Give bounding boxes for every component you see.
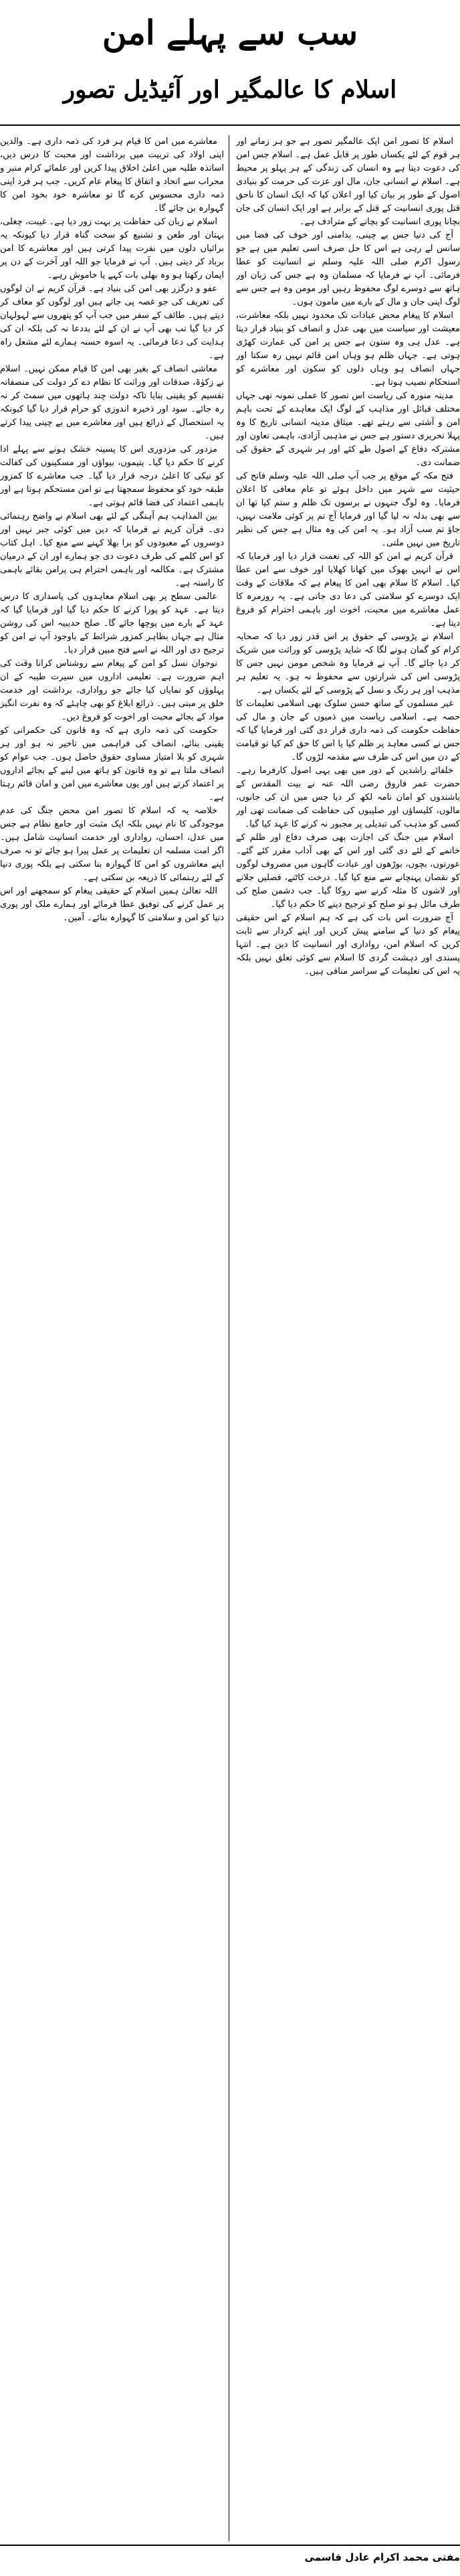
author-byline: مفتی محمد اکرام عادل قاسمی: [304, 2551, 460, 2563]
paragraph: اسلام میں جنگ کی اجازت بھی صرف دفاع اور ظلم کے خاتمے کے لئے دی گئی اور اس کے بھی آداب مقرر کئے گئے۔ عورتوں، بچوں، بوڑھوں اور عبادت گاہوں میں مصروف لوگوں کو نقصان پہنچانے سے منع کیا گیا۔ درخت کاٹنے، فصلیں جلانے اور لاشوں کا مثلہ کرنے سے روکا گیا۔ جب دشمن صلح کی طرف مائل ہو تو صلح کو ترجیح دینے کا حکم دیا گیا۔: [236, 833, 460, 910]
article-title: سب سے پہلے امن: [102, 13, 358, 52]
paragraph: اسلام نے پڑوسی کے حقوق پر اس قدر زور دیا کہ صحابہ کرام کو گمان ہونے لگا کہ شاید پڑوسی کو وراثت میں شریک کر دیا جائے گا۔ آپ نے فرمایا وہ شخص مومن نہیں جس کا پڑوسی اس کی شرارتوں سے محفوظ نہ ہو۔ یہ تعلیم ہر مذہب اور ہر رنگ و نسل کے پڑوسی کے لئے یکساں ہے۔: [236, 632, 460, 695]
paragraph: اسلام نے زبان کی حفاظت پر بہت زور دیا ہے۔ غیبت، چغلی، بہتان اور طعن و تشنیع کو سخت گناہ قرار دیا کیونکہ یہ برائیاں دلوں میں نفرت پیدا کرتی ہیں اور معاشرے کا امن برباد کر دیتی ہیں۔ آپ نے فرمایا جو اللہ اور آخرت کے دن پر ایمان رکھتا ہو وہ بھلی بات کہے یا خاموش رہے۔: [0, 217, 224, 280]
header-rule: [0, 124, 460, 126]
paragraph: معاشرے میں امن کا قیام ہر فرد کی ذمہ داری ہے۔ والدین اپنی اولاد کی تربیت میں برداشت اور محبت کا درس دیں، اساتذہ طلبہ میں اعلیٰ اخلاق پیدا کریں اور علمائے کرام منبر و محراب سے اتحاد و اتفاق کا پیغام عام کریں۔ جب ہر فرد اپنی ذمہ داری محسوس کرے گا تو معاشرہ خود بخود امن کا گہوارہ بن جائے گا۔: [0, 137, 224, 213]
paragraph: اسلام کا پیغام محض عبادات تک محدود نہیں بلکہ معاشرت، معیشت اور سیاست میں بھی عدل و انصاف کو بنیاد قرار دیتا ہے۔ عدل ہی وہ ستون ہے جس پر امن کی عمارت کھڑی ہوتی ہے۔ جہاں ظلم ہو وہاں امن قائم نہیں رہ سکتا اور جہاں انصاف ہو وہاں دلوں کو سکون اور معاشرے کو استحکام نصیب ہوتا ہے۔: [236, 311, 460, 388]
paragraph: قرآن کریم نے امن کو اللہ کی نعمت قرار دیا اور فرمایا کہ اس نے انہیں بھوک میں کھانا کھلایا اور خوف سے امن عطا کیا۔ اسلام کا سلام بھی امن کا پیغام ہے کہ ملاقات کے وقت ایک دوسرے کو سلامتی کی دعا دی جاتی ہے۔ یہ روزمرہ کا عمل معاشرے میں محبت، اخوت اور باہمی احترام کو فروغ دیتا ہے۔: [236, 551, 460, 628]
paragraph: خلاصہ یہ کہ اسلام کا تصور امن محض جنگ کی عدم موجودگی کا نام نہیں بلکہ ایک مثبت اور جامع نظام ہے جس میں عدل، احسان، رواداری اور خدمت انسانیت شامل ہیں۔ اگر امت مسلمہ ان تعلیمات پر عمل پیرا ہو جائے تو نہ صرف اپنے معاشروں کو امن کا گہوارہ بنا سکتی ہے بلکہ پوری دنیا کے لئے رہنمائی کا ذریعہ بن سکتی ہے۔: [0, 806, 224, 883]
footer-rule: [0, 2545, 460, 2546]
paragraph: حکومت کی ذمہ داری ہے کہ وہ قانون کی حکمرانی کو یقینی بنائے، انصاف کی فراہمی میں تاخیر نہ ہو اور ہر شہری کو بلا امتیاز مساوی حقوق حاصل ہوں۔ جب عوام کو انصاف ملتا ہے تو وہ قانون کو ہاتھ میں لینے کے بجائے اداروں پر اعتماد کرتے ہیں اور یوں معاشرے میں امن و امان قائم رہتا ہے۔: [0, 725, 224, 802]
paragraph: عفو و درگزر بھی امن کی بنیاد ہے۔ قرآن کریم نے ان لوگوں کی تعریف کی جو غصہ پی جاتے ہیں اور لوگوں کو معاف کر دیتے ہیں۔ طائف کے سفر میں جب آپ کو پتھروں سے لہولہان کر دیا گیا تب بھی آپ نے ان کے لئے بددعا نہ کی بلکہ ان کی ہدایت کی دعا فرمائی۔ یہ اسوہ حسنہ ہمارے لئے مشعل راہ ہے۔: [0, 284, 224, 361]
paragraph: بین المذاہب ہم آہنگی کے لئے بھی اسلام نے واضح رہنمائی دی۔ قرآن کریم نے فرمایا کہ دین میں کوئی جبر نہیں اور دوسروں کے معبودوں کو برا بھلا کہنے سے منع کیا۔ اہل کتاب کو اس کلمے کی طرف دعوت دی جو ہمارے اور ان کے درمیان مشترک ہے۔ مکالمہ اور باہمی احترام ہی پرامن بقائے باہمی کا راستہ ہے۔: [0, 511, 224, 588]
paragraph: غیر مسلموں کے ساتھ حسن سلوک بھی اسلامی تعلیمات کا حصہ ہے۔ اسلامی ریاست میں ذمیوں کے جان و مال کی حفاظت حکومت کی ذمہ داری قرار دی گئی اور فرمایا گیا کہ جس نے کسی معاہد پر ظلم کیا یا اس کا حق کم کیا تو قیامت کے دن میں اس کی طرف سے مقدمہ لڑوں گا۔: [236, 699, 460, 762]
article-column-right: [236, 135, 460, 2541]
paragraph: معاشی انصاف کے بغیر بھی امن کا قیام ممکن نہیں۔ اسلام نے زکوٰۃ، صدقات اور وراثت کا نظام دے کر دولت کی منصفانہ تقسیم کو یقینی بنایا تاکہ دولت چند ہاتھوں میں سمٹ کر نہ رہ جائے۔ سود اور ذخیرہ اندوزی کو حرام قرار دیا گیا کیونکہ یہ استحصال کے ذرائع ہیں اور معاشرے میں بے چینی پیدا کرتے ہیں۔: [0, 364, 224, 441]
paragraph: آج ضرورت اس بات کی ہے کہ ہم اسلام کے اس حقیقی پیغام کو دنیا کے سامنے پیش کریں اور اپنے کردار سے ثابت کریں کہ اسلام امن، رواداری اور انسانیت کا دین ہے۔ انتہا پسندی اور دہشت گردی کا اسلام سے کوئی تعلق نہیں بلکہ یہ اس کی تعلیمات کے سراسر منافی ہیں۔: [236, 913, 460, 976]
paragraph: اللہ تعالیٰ ہمیں اسلام کے حقیقی پیغام کو سمجھنے اور اس پر عمل کرنے کی توفیق عطا فرمائے اور ہمارے ملک اور پوری دنیا کو امن و سلامتی کا گہوارہ بنائے۔ آمین۔: [0, 886, 224, 923]
paragraph: خلفائے راشدین کے دور میں بھی یہی اصول کارفرما رہے۔ حضرت عمر فاروق رضی اللہ عنہ نے بیت المقدس کے باشندوں کو امان نامہ لکھ کر دیا جس میں ان کی جانوں، مالوں، کلیساؤں اور صلیبوں کی حفاظت کی ضمانت تھی اور کسی کو مذہب کی تبدیلی پر مجبور نہ کرنے کا عہد کیا گیا۔: [236, 766, 460, 829]
article-column-left: [0, 135, 224, 2541]
article-subtitle: اسلام کا عالمگیر اور آئیڈیل تصور: [63, 76, 397, 104]
paragraph: نوجوان نسل کو امن کے پیغام سے روشناس کرانا وقت کی اہم ضرورت ہے۔ تعلیمی اداروں میں سیرت طیبہ کے ان پہلوؤں کو نمایاں کیا جائے جو رواداری، برداشت اور خدمت خلق پر مبنی ہیں۔ ذرائع ابلاغ کو بھی چاہئے کہ وہ نفرت انگیز مواد کے بجائے محبت اور اخوت کو فروغ دیں۔: [0, 659, 224, 722]
paragraph: مزدور کی مزدوری اس کا پسینہ خشک ہونے سے پہلے ادا کرنے کا حکم دیا گیا۔ یتیموں، بیواؤں اور مسکینوں کی کفالت کو نیکی کا اعلیٰ درجہ قرار دیا گیا۔ جب معاشرے کا کمزور طبقہ خود کو محفوظ سمجھتا ہے تو امن مستحکم ہوتا ہے اور باہمی اعتماد کی فضا قائم ہوتی ہے۔: [0, 444, 224, 508]
paragraph: آج کی دنیا جس بے چینی، بدامنی اور خوف کی فضا میں سانس لے رہی ہے اس کا حل صرف اسی تعلیم میں ہے جو رسول اکرم صلی اللہ علیہ وسلم نے انسانیت کو عطا فرمائی۔ آپ نے فرمایا کہ مسلمان وہ ہے جس کی زبان اور ہاتھ سے دوسرے لوگ محفوظ رہیں اور مومن وہ ہے جس سے لوگ اپنی جان و مال کے بارے میں مامون ہوں۔: [236, 230, 460, 307]
paragraph: عالمی سطح پر بھی اسلام معاہدوں کی پاسداری کا درس دیتا ہے۔ عہد کو پورا کرنے کا حکم دیا گیا اور فرمایا گیا کہ عہد کے بارے میں پوچھا جائے گا۔ صلح حدیبیہ اس کی روشن مثال ہے جہاں بظاہر کمزور شرائط کے باوجود آپ نے امن کو ترجیح دی اور اللہ نے اسے فتح مبین قرار دیا۔: [0, 592, 224, 655]
paragraph: فتح مکہ کے موقع پر جب آپ صلی اللہ علیہ وسلم فاتح کی حیثیت سے شہر میں داخل ہوئے تو عام معافی کا اعلان فرمایا۔ وہ لوگ جنہوں نے برسوں تک ظلم و ستم کیا تھا ان سے بھی بدلہ نہ لیا گیا اور فرمایا آج تم پر کوئی ملامت نہیں، جاؤ تم سب آزاد ہو۔ یہ امن کی وہ مثال ہے جس کی نظیر تاریخ میں نہیں ملتی۔: [236, 471, 460, 548]
paragraph: مدینہ منورہ کی ریاست اس تصور کا عملی نمونہ تھی جہاں مختلف قبائل اور مذاہب کے لوگ ایک معاہدے کے تحت باہم امن و آشتی سے رہتے تھے۔ میثاق مدینہ انسانی تاریخ کا وہ پہلا تحریری دستور ہے جس نے مذہبی آزادی، باہمی تعاون اور مشترکہ دفاع کے اصول طے کئے اور ہر شہری کے حقوق کی ضمانت دی۔: [236, 391, 460, 468]
paragraph: اسلام کا تصور امن ایک عالمگیر تصور ہے جو ہر زمانے اور ہر قوم کے لئے یکساں طور پر قابل عمل ہے۔ اسلام جس امن کی دعوت دیتا ہے وہ انسان کی زندگی کے ہر پہلو پر محیط ہے۔ اسلام نے انسانی جان، مال اور عزت کی حرمت کو بنیادی اصول کے طور پر بیان کیا اور اعلان کیا کہ ایک انسان کا ناحق قتل پوری انسانیت کے قتل کے برابر ہے اور ایک انسان کی جان بچانا پوری انسانیت کو بچانے کے مترادف ہے۔: [236, 137, 460, 227]
